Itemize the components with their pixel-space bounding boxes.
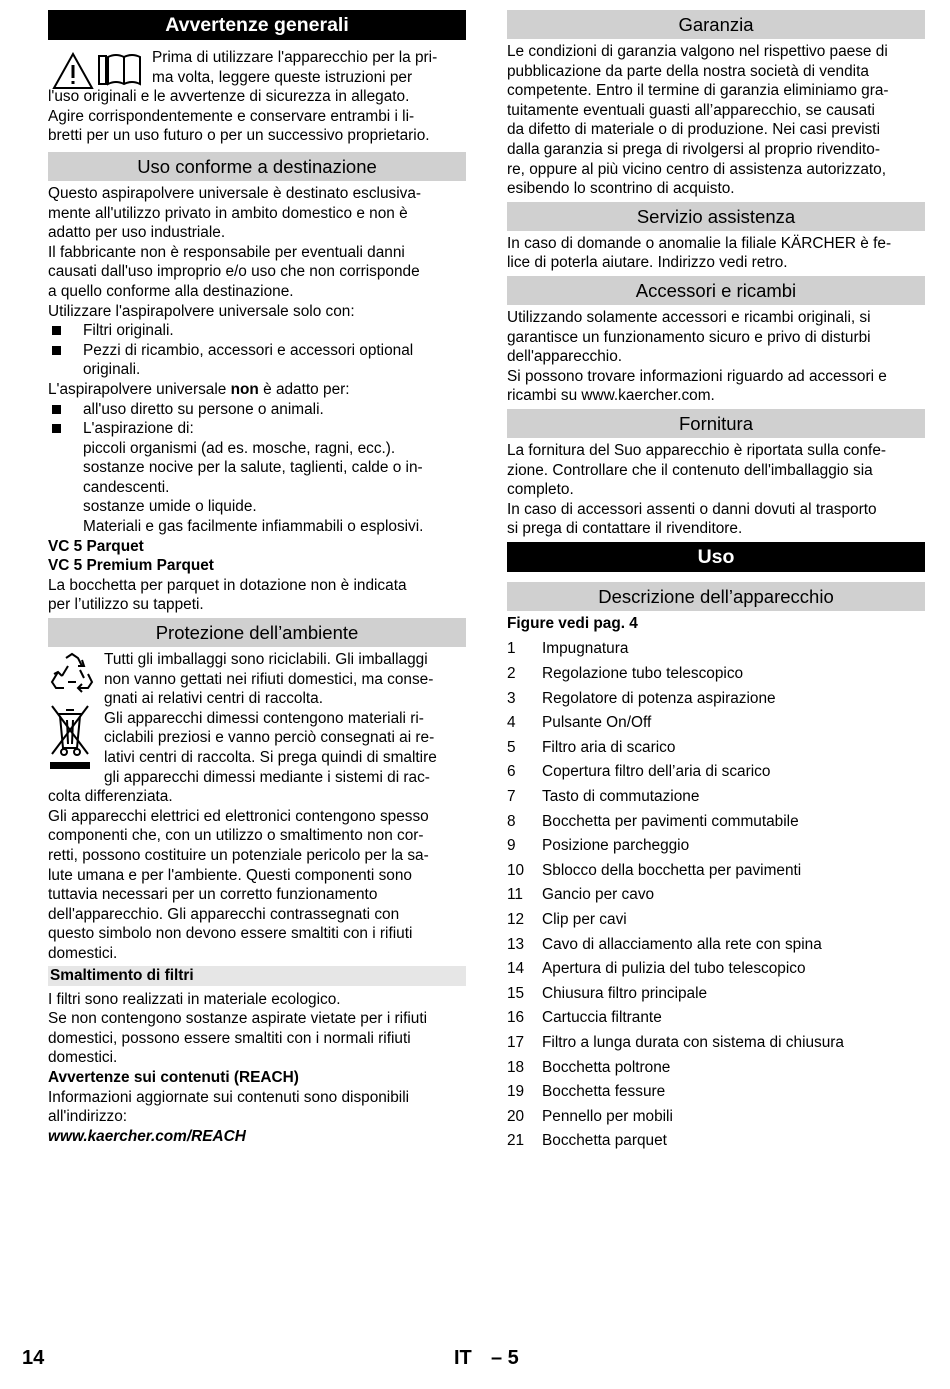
- part-item: [507, 637, 925, 662]
- environment-heading: Protezione dell’ambiente: [48, 618, 466, 647]
- supply-line: completo.: [507, 481, 574, 499]
- part-item: [507, 711, 925, 736]
- recycle-icon: [50, 652, 94, 694]
- reach-link[interactable]: www.kaercher.com/REACH: [48, 1127, 246, 1145]
- bullet-square-icon: [52, 326, 61, 335]
- warranty-line: esibendo lo scontrino di acquisto.: [507, 180, 735, 198]
- page-number-right: – 5: [491, 1347, 519, 1369]
- part-label: Pennello per mobili: [542, 1107, 673, 1125]
- part-label: Posizione parcheggio: [542, 837, 690, 855]
- part-label: Regolatore di potenza aspirazione: [542, 689, 776, 707]
- env-line: colta differenziata.: [48, 788, 173, 806]
- bullet-square-icon: [52, 346, 61, 355]
- part-label: Cartuccia filtrante: [542, 1009, 662, 1027]
- bullet-square-icon: [52, 424, 61, 433]
- use-line: mente all'utilizzo privato in ambito domestico e non è: [48, 204, 408, 222]
- part-label: Apertura di pulizia del tubo telescopico: [542, 960, 806, 978]
- env-line: non vanno gettati nei rifiuti domestici, ma conse-: [104, 670, 434, 688]
- general-line: Prima di utilizzare l'apparecchio per la pri-: [152, 49, 438, 66]
- use-line: a quello conforme alla destinazione.: [48, 282, 294, 300]
- supply-line: si prega di contattare il rivenditore.: [507, 520, 743, 538]
- parquet-line: La bocchetta per parquet in dotazione non è indicata: [48, 576, 407, 594]
- part-label: Impugnatura: [542, 640, 629, 658]
- supply-line: zione. Controllare che il contenuto dell'imballaggio sia: [507, 461, 873, 479]
- indented-line: candescenti.: [83, 478, 170, 496]
- part-label: Copertura filtro dell’aria di scarico: [542, 763, 771, 781]
- env-line: componenti che, con un utilizzo o smaltimento non cor-: [48, 827, 424, 845]
- use-line: adatto per uso industriale.: [48, 224, 226, 242]
- part-label: Filtro a lunga durata con sistema di chiusura: [542, 1033, 844, 1051]
- filter-line: I filtri sono realizzati in materiale ecologico.: [48, 990, 341, 1008]
- warranty-line: pubblicazione da parte della nostra società di vendita: [507, 62, 869, 80]
- part-item: [507, 1129, 925, 1154]
- general-line: bretti per un uso futuro o per un successivo proprietario.: [48, 127, 430, 145]
- part-item: [507, 883, 925, 908]
- general-warnings-heading: Avvertenze generali: [48, 10, 466, 40]
- part-number: 12: [507, 911, 525, 928]
- supply-heading: Fornitura: [507, 409, 925, 438]
- bullet-continuation: originali.: [83, 361, 141, 379]
- model-name: VC 5 Parquet: [48, 537, 144, 555]
- part-number: 16: [507, 1009, 525, 1027]
- env-line: lativi centri di raccolta. Si prega quindi di smaltire: [104, 749, 437, 766]
- env-line: dell'apparecchio. Gli apparecchi contrassegnati con: [48, 905, 400, 923]
- part-label: Tasto di commutazione: [542, 788, 700, 806]
- indented-line: Materiali e gas facilmente infiammabili o esplosivi.: [83, 518, 424, 536]
- part-number: 5: [507, 738, 516, 756]
- part-number: 8: [507, 812, 516, 830]
- part-label: Sblocco della bocchetta per pavimenti: [542, 861, 802, 879]
- use-line: Il fabbricante non è responsabile per eventuali danni: [48, 243, 405, 261]
- footer-language: IT: [454, 1347, 472, 1369]
- service-line: lice di poterla aiutare. Indirizzo vedi retro.: [507, 254, 788, 272]
- filter-line: Se non contengono sostanze aspirate vietate per i rifiuti: [48, 1010, 428, 1028]
- part-item: [507, 736, 925, 761]
- part-item: [507, 1031, 925, 1056]
- parts-list: [507, 637, 925, 1153]
- part-label: Clip per cavi: [542, 911, 627, 928]
- accessories-line: ricambi su www.kaercher.com.: [507, 387, 715, 405]
- part-number: 17: [507, 1033, 525, 1051]
- parquet-line: per l’utilizzo su tappeti.: [48, 596, 204, 614]
- general-line: ma volta, leggere queste istruzioni per: [152, 68, 413, 86]
- warranty-heading: Garanzia: [507, 10, 925, 39]
- warranty-line: da difetto di materiale o di produzione. Nei casi previsti: [507, 121, 880, 139]
- indented-line: sostanze umide o liquide.: [83, 498, 257, 516]
- part-number: 10: [507, 861, 525, 879]
- accessories-heading: Accessori e ricambi: [507, 276, 925, 305]
- indented-line: piccoli organismi (ad es. mosche, ragni, ecc.).: [83, 439, 396, 457]
- warranty-line: dalla garanzia si prega di rivolgersi al proprio rivendito-: [507, 140, 880, 158]
- env-line: domestici.: [48, 944, 118, 962]
- environment-icon-block: [48, 650, 466, 787]
- bullet-square-icon: [52, 405, 61, 414]
- filter-line: domestici.: [48, 1049, 118, 1067]
- part-item: [507, 957, 925, 982]
- page-number-left: 14: [22, 1347, 45, 1369]
- part-number: 15: [507, 984, 525, 1002]
- part-item: [507, 785, 925, 810]
- use-line: causati dall'uso improprio e/o uso che non corrisponde: [48, 263, 420, 281]
- part-item: [507, 1080, 925, 1105]
- general-line: Agire corrispondentemente e conservare entrambi i li-: [48, 107, 415, 125]
- part-label: Pulsante On/Off: [542, 714, 652, 732]
- bullet-item: all'uso diretto su persone o animali.: [48, 400, 466, 420]
- part-item: [507, 1105, 925, 1130]
- env-line: lute umana e per l'ambiente. Questi componenti sono: [48, 866, 412, 884]
- part-number: 6: [507, 763, 516, 781]
- part-label: Bocchetta fessure: [542, 1083, 666, 1101]
- part-number: 14: [507, 960, 525, 978]
- general-line: l'uso originali e le avvertenze di sicurezza in allegato.: [48, 88, 410, 106]
- part-number: 9: [507, 837, 516, 855]
- part-item: [507, 1056, 925, 1081]
- env-line: questo simbolo non devono essere smaltiti con i rifiuti: [48, 925, 413, 943]
- part-label: Regolazione tubo telescopico: [542, 665, 744, 683]
- part-number: 19: [507, 1083, 525, 1101]
- warranty-line: re, oppure al più vicino centro di assistenza autorizzato,: [507, 160, 886, 178]
- warranty-line: competente. Entro il termine di garanzia eliminiamo gra-: [507, 82, 889, 100]
- part-label: Cavo di allacciamento alla rete con spina: [542, 935, 822, 953]
- service-heading: Servizio assistenza: [507, 202, 925, 231]
- reach-line: all'indirizzo:: [48, 1108, 128, 1126]
- bullet-item: Pezzi di ricambio, accessori e accessori optional: [48, 341, 466, 361]
- env-line: Tutti gli imballaggi sono riciclabili. Gli imballaggi: [104, 651, 428, 669]
- reach-heading: Avvertenze sui contenuti (REACH): [48, 1068, 299, 1086]
- part-number: 2: [507, 665, 516, 683]
- model-name: VC 5 Premium Parquet: [48, 557, 214, 575]
- supply-line: La fornitura del Suo apparecchio è riportata sulla confe-: [507, 441, 887, 459]
- part-number: 21: [507, 1132, 525, 1150]
- part-item: [507, 1006, 925, 1031]
- not-suitable-line: L'aspirapolvere universale non è adatto per:: [48, 380, 350, 398]
- part-label: Filtro aria di scarico: [542, 738, 676, 756]
- part-number: 3: [507, 689, 516, 707]
- use-chapter-heading: Uso: [507, 542, 925, 572]
- manual-book-icon: [98, 52, 142, 88]
- part-item: [507, 760, 925, 785]
- bullet-item: Filtri originali.: [48, 321, 466, 341]
- reach-line: Informazioni aggiornate sui contenuti sono disponibili: [48, 1088, 410, 1106]
- general-warnings-block: [48, 48, 466, 146]
- env-line: gnati ai relativi centri di raccolta.: [104, 690, 323, 708]
- part-item: [507, 908, 925, 933]
- bullet-item: L'aspirazione di:: [48, 419, 466, 439]
- device-description-heading: Descrizione dell’apparecchio: [507, 582, 925, 611]
- part-item: [507, 982, 925, 1007]
- warranty-line: tuitamente eventuali guasti all’apparecchio, se causati: [507, 101, 875, 119]
- part-item: [507, 933, 925, 958]
- part-number: 1: [507, 640, 516, 658]
- part-item: [507, 662, 925, 687]
- accessories-line: garantisce un funzionamento sicuro e privo di disturbi: [507, 328, 871, 346]
- accessories-line: dell'apparecchio.: [507, 348, 623, 366]
- env-line: ciclabili preziosi e vanno perciò consegnati ai re-: [104, 729, 435, 747]
- part-item: [507, 859, 925, 884]
- env-line: gli apparecchi dimessi mediante i sistemi di rac-: [104, 768, 430, 786]
- env-line: retti, possono costituire un potenziale pericolo per la sa-: [48, 846, 429, 864]
- figure-reference: Figure vedi pag. 4: [507, 614, 638, 632]
- part-label: Bocchetta poltrone: [542, 1058, 671, 1076]
- warning-icon: [52, 52, 94, 90]
- part-number: 4: [507, 714, 516, 732]
- part-item: [507, 810, 925, 835]
- part-item: [507, 834, 925, 859]
- part-label: Bocchetta per pavimenti commutabile: [542, 812, 799, 830]
- env-line: Gli apparecchi dimessi contengono materiali ri-: [104, 709, 424, 727]
- env-line: Gli apparecchi elettrici ed elettronici contengono spesso: [48, 807, 429, 825]
- right-column: [507, 10, 925, 1154]
- left-column: [48, 10, 466, 1146]
- service-line: In caso di domande o anomalie la filiale KÄRCHER è fe-: [507, 234, 892, 252]
- part-label: Gancio per cavo: [542, 886, 655, 904]
- accessories-line: Si possono trovare informazioni riguardo ad accessori e: [507, 367, 887, 385]
- part-number: 20: [507, 1107, 525, 1125]
- part-number: 11: [507, 886, 523, 904]
- use-line: Utilizzare l'aspirapolvere universale solo con:: [48, 302, 355, 320]
- intended-use-heading: Uso conforme a destinazione: [48, 152, 466, 181]
- filter-line: domestici, possono essere smaltiti con i normali rifiuti: [48, 1029, 411, 1047]
- part-label: Bocchetta parquet: [542, 1132, 667, 1150]
- filter-disposal-heading: Smaltimento di filtri: [48, 966, 466, 986]
- part-item: [507, 687, 925, 712]
- use-line: Questo aspirapolvere universale è destinato esclusiva-: [48, 184, 421, 202]
- part-number: 18: [507, 1058, 525, 1076]
- indented-line: sostanze nocive per la salute, taglienti, calde o in-: [83, 459, 423, 477]
- warranty-line: Le condizioni di garanzia valgono nel rispettivo paese di: [507, 43, 888, 60]
- env-line: tuttavia necessari per un corretto funzionamento: [48, 886, 378, 904]
- supply-line: In caso di accessori assenti o danni dovuti al trasporto: [507, 500, 877, 518]
- part-label: Chiusura filtro principale: [542, 984, 708, 1002]
- part-number: 7: [507, 788, 516, 806]
- crossed-bin-icon: [50, 704, 90, 770]
- part-number: 13: [507, 935, 525, 953]
- accessories-line: Utilizzando solamente accessori e ricambi originali, si: [507, 308, 871, 326]
